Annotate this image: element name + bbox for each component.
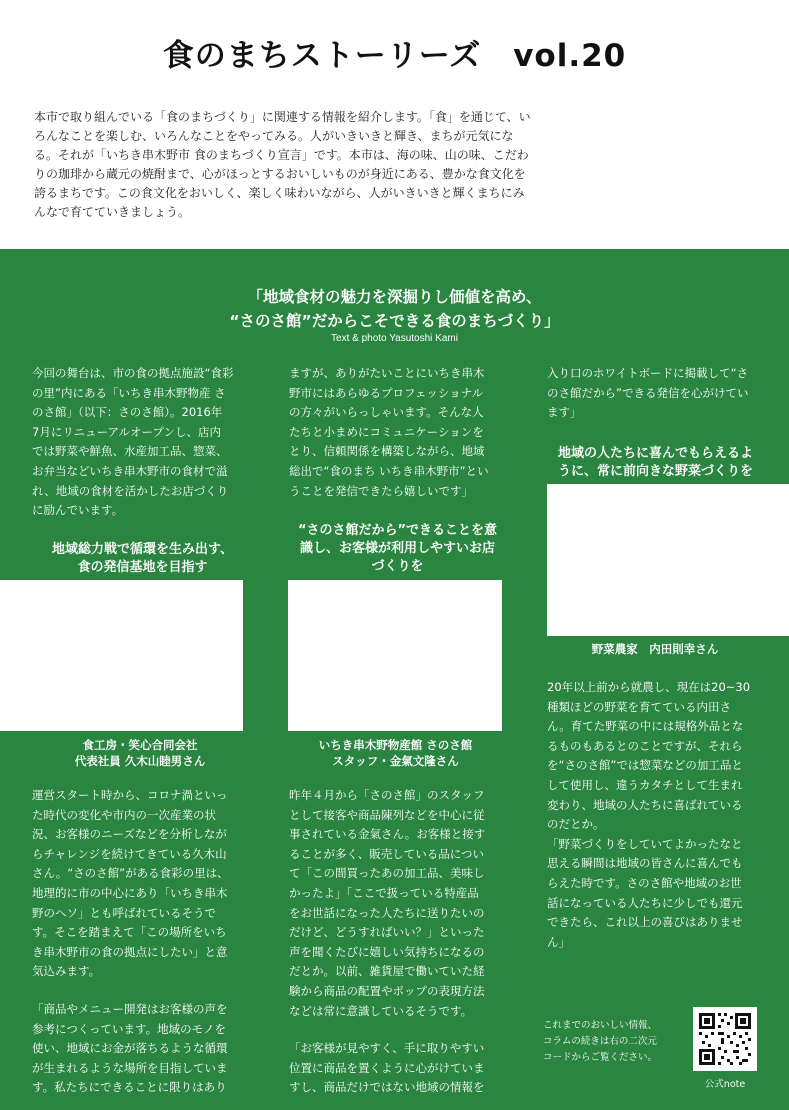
col1-para3: 「商品やメニュー開発はお客様の声を 参考につくっています。地域のモノを 使い、地域にお金が落ちるような循環 が生まれるような場所を目指していま す。私たちにできることに限りはあり bbox=[32, 1002, 228, 1095]
article-panel bbox=[0, 249, 789, 1110]
article-credit: Text & photo Yasutoshi Kami bbox=[331, 333, 458, 344]
col1-subhead: 地域総力戦で循環を生み出す、 食の発信基地を目指す bbox=[52, 542, 233, 575]
intro-text: 本市で取り組んでいる「食のまちづくり」に関連する情報を紹介します。「食」を通じて、いろんなことを楽しむ、いろんなことをやってみる。人がいきいきと輝き、まちが元気になる。それが「いちき串木野市 食のまちづくり宣言」です。本市は、海の味、山の味、こだわりの珈琲から蔵元の焼酎まで、心がほっとするおいしいものが身近にある、豊かな食文化を誇るまちです。この食文化をおいしく、楽しく味わいながら、人がいきいきと輝くまちにみんなで育てていきましょう。 bbox=[34, 110, 531, 219]
photo-kukiyama bbox=[0, 580, 243, 731]
col2-caption: いちき串木野物産館 さのさ館 スタッフ・金氣文隆さん bbox=[318, 738, 473, 768]
qr-note: これまでのおいしい情報、 コラムの続きは右の二次元 コードからご覧ください。 bbox=[543, 1020, 658, 1063]
photo-kaneki bbox=[288, 580, 502, 731]
qr-code[interactable] bbox=[693, 1007, 757, 1071]
page-title: 食のまちストーリーズ vol.20 bbox=[162, 38, 627, 74]
col2-subhead: “さのさ館だから”できることを意 識し、お客様が利用しやすいお店 づくりを bbox=[297, 523, 498, 574]
photo-uchida bbox=[547, 484, 789, 636]
col3-para1: 入り口のホワイトボードに掲載して“さ のさ館だから”できる発信を心がけてい ます」 bbox=[547, 366, 749, 420]
col1-para1: 今回の舞台は、市の食の拠点施設“食彩 の里”内にある「いちき串木野物産 さ のさ館」（以下：さのさ館）。2016年 7月にリニューアルオープンし、店内 では野菜や鮮魚、水産加工品、惣菜、 お弁当などいちき串木野市の食材で溢 れ、地域の食材を活かしたお店づくり に励んでいます。 bbox=[32, 366, 234, 518]
article-lead-title: 「地域食材の魅力を深掘りし価値を高め、 “さのさ館”だからこそできる食のまちづくり」 bbox=[229, 288, 560, 330]
col1-caption: 食工房・笑心合同会社 代表社員 久木山睦男さん bbox=[74, 738, 206, 768]
qr-label: 公式note bbox=[704, 1079, 746, 1090]
col2-para3: 「お客様が見やすく、手に取りやすい 位置に商品を置くように心がけていま すし、商品だけではない地域の情報を bbox=[289, 1041, 485, 1095]
col2-para2: 昨年４月から「さのさ館」のスタッフ として接客や商品陳列などを中心に従 事されている金氣さん。お客様と接す ることが多く、販売している品につい て「この間買ったあの加工品、美味し かったよ」「ここで扱っている特産品 をお世話になった人たちに送りたいの だけど、どうすればいい？」といった 声を聞くたびに嬉しい気持ちになるの だとか。以前、雑貨屋で働いていた経 験から商品の配置やポップの表現方法 などは常に意識しているそうです。 bbox=[289, 788, 486, 1018]
col3-subhead: 地域の人たちに喜んでもらえるよ うに、常に前向きな野菜づくりを bbox=[557, 446, 753, 479]
col1-para2: 運営スタート時から、コロナ渦といっ た時代の変化や市内の一次産業の状 況、お客様のニーズなどを分析しなが らチャレンジを続けてきている久木山 さん。“さのさ館”がある食彩の里は、 地理的に市の中心にあり「いちき串木 野のヘソ」とも呼ばれているそうで す。そこを踏まえて「この場所をいち き串木野市の食の拠点にしたい」と意 気込みます。 bbox=[32, 788, 229, 979]
qr-code-icon bbox=[693, 1007, 757, 1071]
col2-para1: ますが、ありがたいことにいちき串木 野市にはあらゆるプロフェッショナル の方々がいらっしゃいます。そんな人 たちと小まめにコミュニケーションを とり、信頼関係を構築しながら、地域 総出で“食のまち いちき串木野市”とい うことを発信できたら嬉しいです」 bbox=[289, 366, 489, 498]
col3-caption: 野菜農家 内田則幸さん bbox=[591, 642, 719, 656]
col3-para2: 20年以上前から就農し、現在は20~30 種類ほどの野菜を育てている内田さ ん。育てた野菜の中には規格外品とな るものもあるとのことですが、それら を“さのさ館”では惣菜などの加工品と して使用し、違うカタチとして生まれ 変わり、地域の人たちに喜ばれている のだとか。 「野菜づくりをしていてよかったなと 思える瞬間は地域の皆さんに喜んでも らえた時です。さのさ館や地域のお世 話になっている人たちに少しでも還元 できたら、これ以上の喜びはありませ ん」 bbox=[547, 680, 751, 949]
